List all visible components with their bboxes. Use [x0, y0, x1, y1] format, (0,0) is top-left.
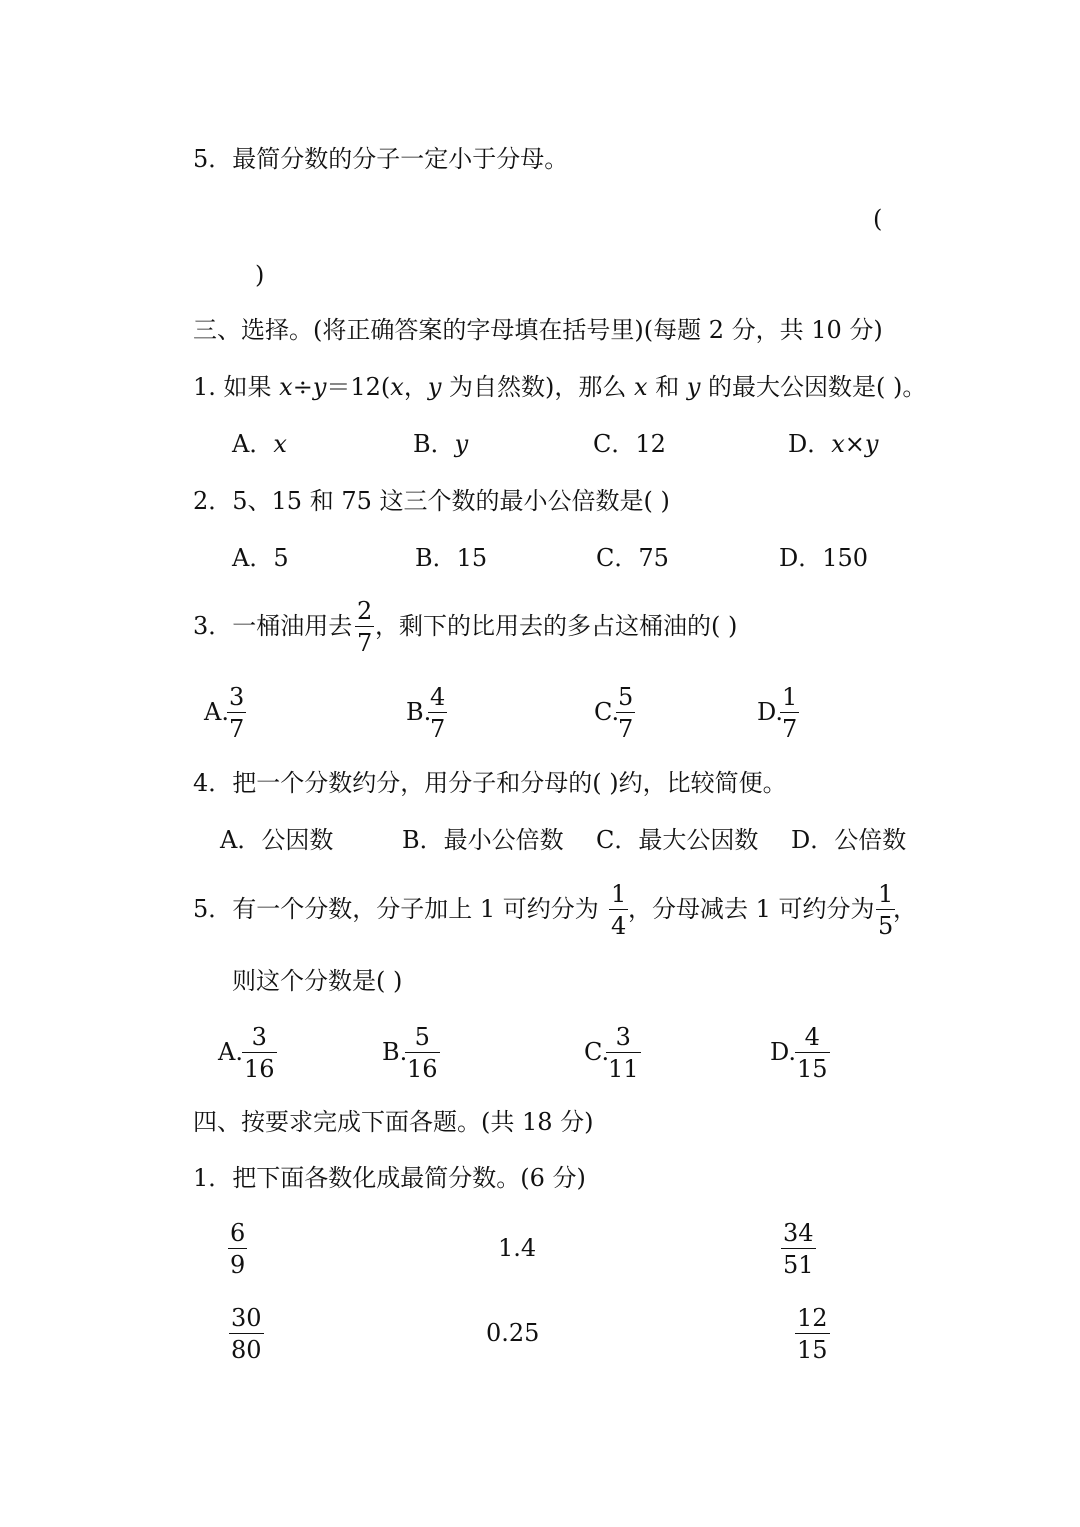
convert-item-3 — [781, 1221, 816, 1277]
q3-fraction — [355, 599, 374, 655]
q1-option-d[interactable] — [788, 432, 878, 456]
q1-option-d-label: D． — [788, 430, 832, 458]
convert-item-6-num: 12 — [797, 1304, 828, 1332]
q5-option-a-fraction — [242, 1025, 277, 1081]
question-3-prefix: 3．一桶油用去 — [193, 612, 353, 640]
q2-option-a[interactable]: A．5 — [232, 544, 289, 572]
q5-option-c-num: 3 — [615, 1023, 631, 1051]
convert-item-4-num: 30 — [231, 1304, 262, 1332]
q5-option-d-den: 15 — [795, 1052, 830, 1081]
convert-item-3-den: 51 — [781, 1248, 816, 1277]
q3-fraction-den: 7 — [355, 626, 374, 655]
q5-option-d-num: 4 — [804, 1023, 820, 1051]
q5-option-c-fraction — [606, 1025, 641, 1081]
q1-div: ÷ — [292, 373, 313, 401]
q2-option-d[interactable]: D．150 — [779, 544, 869, 572]
q1-var-y: y — [312, 373, 327, 401]
q1-tail: 的最大公因数是( )。 — [700, 373, 927, 401]
section-4-question-1: 1．把下面各数化成最简分数。(6 分) — [193, 1164, 586, 1192]
q1-option-a-label: A． — [232, 430, 274, 458]
section-4-title: 四、按要求完成下面各题。(共 18 分) — [193, 1108, 594, 1136]
q3-option-d-num: 1 — [782, 683, 798, 711]
q1-var-x: x — [279, 373, 293, 401]
question-2: 2．5、15 和 75 这三个数的最小公倍数是( ) — [193, 487, 670, 515]
convert-item-4 — [229, 1306, 264, 1362]
q1-option-d-value: x×y — [831, 430, 879, 458]
q3-option-b-label[interactable]: B. — [406, 698, 432, 726]
q3-option-c-fraction — [616, 685, 635, 741]
convert-item-1-den: 9 — [228, 1248, 247, 1277]
q1-option-b-value: y — [454, 430, 469, 458]
q5-option-b-label[interactable]: B. — [382, 1038, 408, 1066]
q1-prefix: 1. 如果 — [193, 373, 280, 401]
q5-option-a-label[interactable]: A. — [218, 1038, 243, 1066]
q5-option-b-fraction — [405, 1025, 440, 1081]
q1-comma: ， — [403, 373, 428, 401]
q5-option-d-label[interactable]: D. — [770, 1038, 797, 1066]
q5-option-c-label[interactable]: C. — [584, 1038, 610, 1066]
q3-option-d-label[interactable]: D. — [757, 698, 784, 726]
question-4: 4．把一个分数约分，用分子和分母的( )约，比较简便。 — [193, 769, 787, 797]
convert-item-5: 0.25 — [486, 1319, 540, 1347]
q2-option-b[interactable]: B．15 — [415, 544, 488, 572]
q3-option-b-den: 7 — [428, 712, 447, 741]
convert-item-1 — [228, 1221, 247, 1277]
q5-option-a-num: 3 — [251, 1023, 267, 1051]
q2-option-c[interactable]: C．75 — [596, 544, 669, 572]
q5-option-a-den: 16 — [242, 1052, 277, 1081]
q3-option-a-den: 7 — [227, 712, 246, 741]
q5-fraction-2-num: 1 — [878, 880, 894, 908]
q5-option-d-fraction — [795, 1025, 830, 1081]
question-5-line2: 则这个分数是( ) — [232, 967, 403, 995]
convert-item-6 — [795, 1306, 830, 1362]
question-5-part2: ，分母减去 1 可约分为 — [628, 895, 875, 923]
q5-fraction-1 — [609, 882, 628, 938]
q5-fraction-1-den: 4 — [609, 909, 628, 938]
question-5-part3: ， — [893, 895, 917, 923]
q1-option-b[interactable] — [413, 432, 468, 456]
q1-var-x3: x — [634, 373, 648, 401]
q1-and: 和 — [647, 373, 687, 401]
answer-paren-open: ( — [873, 205, 883, 233]
convert-item-4-den: 80 — [229, 1333, 264, 1362]
q3-option-c-label[interactable]: C. — [594, 698, 620, 726]
q5-option-b-num: 5 — [414, 1023, 430, 1051]
question-3-tail: ，剩下的比用去的多占这桶油的( ) — [375, 612, 738, 640]
q4-option-b[interactable]: B．最小公倍数 — [402, 826, 564, 854]
q1-mid: 为自然数)，那么 — [441, 373, 635, 401]
q1-option-a[interactable] — [232, 432, 287, 456]
q3-option-a-fraction — [227, 685, 246, 741]
q1-var-x2: x — [390, 373, 404, 401]
q4-option-a[interactable]: A．公因数 — [220, 826, 334, 854]
q1-option-b-label: B． — [413, 430, 455, 458]
question-1 — [193, 375, 926, 399]
q3-option-d-den: 7 — [780, 712, 799, 741]
q3-option-c-den: 7 — [616, 712, 635, 741]
q5-fraction-2-den: 5 — [876, 909, 895, 938]
q1-var-y2: y — [427, 373, 442, 401]
q1-eq: ＝12( — [326, 373, 391, 401]
question-5-part1: 5．有一个分数，分子加上 1 可约分为 — [193, 895, 599, 923]
q3-option-a-num: 3 — [229, 683, 245, 711]
q3-option-b-num: 4 — [430, 683, 446, 711]
q5-option-b-den: 16 — [405, 1052, 440, 1081]
convert-item-2: 1.4 — [498, 1234, 537, 1262]
section-3-title: 三、选择。(将正确答案的字母填在括号里)(每题 2 分，共 10 分) — [193, 316, 883, 344]
q3-option-a-label[interactable]: A. — [204, 698, 229, 726]
convert-item-1-num: 6 — [230, 1219, 246, 1247]
convert-item-6-den: 15 — [795, 1333, 830, 1362]
q1-var-y3: y — [686, 373, 701, 401]
q5-option-c-den: 11 — [606, 1052, 641, 1081]
q4-option-c[interactable]: C．最大公因数 — [596, 826, 759, 854]
q1-option-c[interactable]: C．12 — [593, 430, 666, 458]
q4-option-d[interactable]: D．公倍数 — [791, 826, 907, 854]
q3-option-d-fraction — [780, 685, 799, 741]
answer-paren-close: ) — [255, 261, 265, 289]
q3-option-c-num: 5 — [618, 683, 634, 711]
q3-option-b-fraction — [428, 685, 447, 741]
q3-fraction-num: 2 — [357, 597, 373, 625]
q1-option-a-value: x — [273, 430, 287, 458]
convert-item-3-num: 34 — [783, 1219, 814, 1247]
judge-item-5: 5．最简分数的分子一定小于分母。 — [193, 145, 569, 173]
q5-fraction-1-num: 1 — [611, 880, 627, 908]
